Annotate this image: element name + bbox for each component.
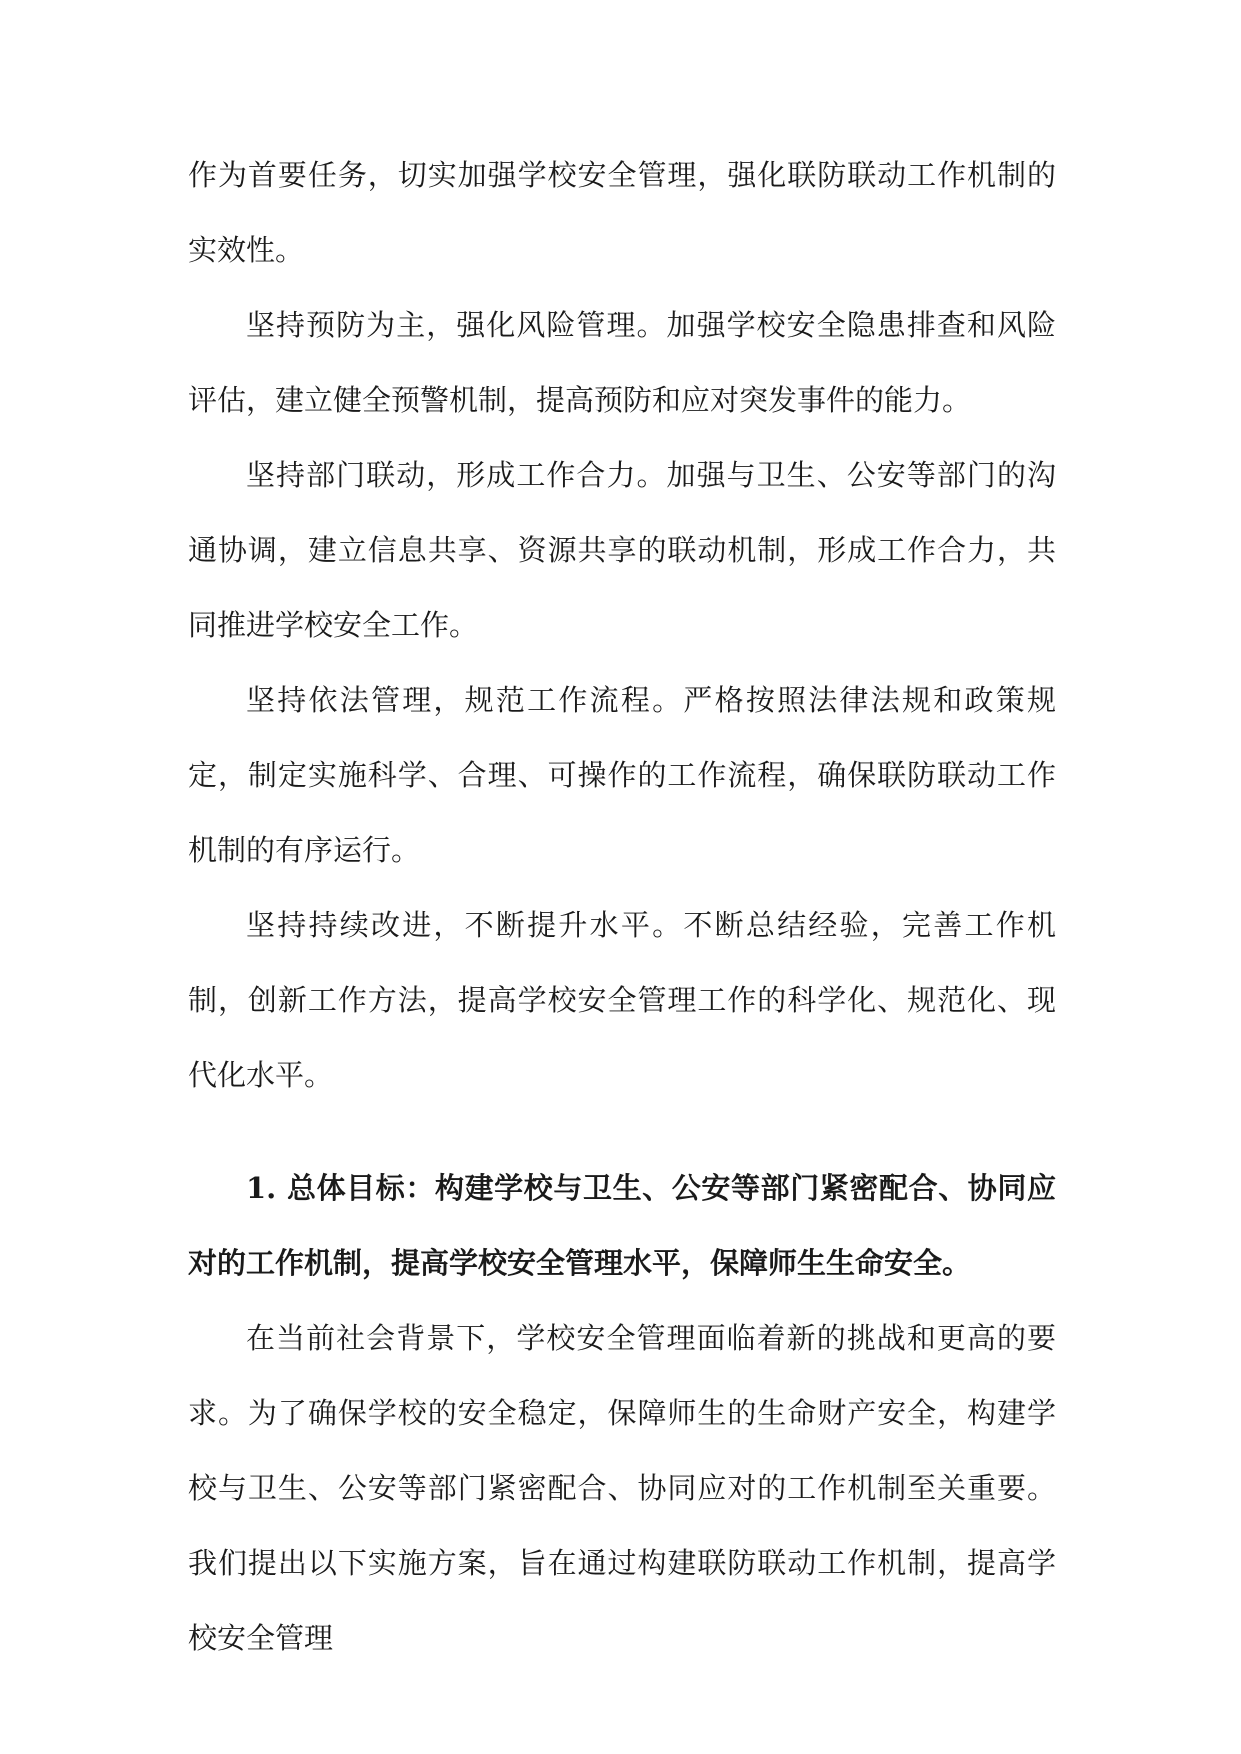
paragraph-continuation: 作为首要任务，切实加强学校安全管理，强化联防联动工作机制的实效性。 (188, 158, 1056, 267)
section-heading-overall-goal: 1. 总体目标：构建学校与卫生、公安等部门紧密配合、协同应对的工作机制，提高学校安全管理水平，保障师生生命安全。 (188, 1171, 1056, 1280)
paragraph-coordination: 坚持部门联动，形成工作合力。加强与卫生、公安等部门的沟通协调，建立信息共享、资源共享的联动机制，形成工作合力，共同推进学校安全工作。 (188, 458, 1056, 642)
paragraph-prevention: 坚持预防为主，强化风险管理。加强学校安全隐患排查和风险评估，建立健全预警机制，提高预防和应对突发事件的能力。 (188, 308, 1056, 417)
paragraph-background: 在当前社会背景下，学校安全管理面临着新的挑战和更高的要求。为了确保学校的安全稳定，保障师生的生命财产安全，构建学校与卫生、公安等部门紧密配合、协同应对的工作机制至关重要。我们提出以下实施方案，旨在通过构建联防联动工作机制，提高学校安全管理 (188, 1321, 1056, 1655)
paragraph-legal-management: 坚持依法管理，规范工作流程。严格按照法律法规和政策规定，制定实施科学、合理、可操作的工作流程，确保联防联动工作机制的有序运行。 (188, 683, 1056, 867)
document-body (188, 138, 1056, 1676)
paragraph-continuous-improvement: 坚持持续改进，不断提升水平。不断总结经验，完善工作机制，创新工作方法，提高学校安全管理工作的科学化、规范化、现代化水平。 (188, 908, 1056, 1092)
